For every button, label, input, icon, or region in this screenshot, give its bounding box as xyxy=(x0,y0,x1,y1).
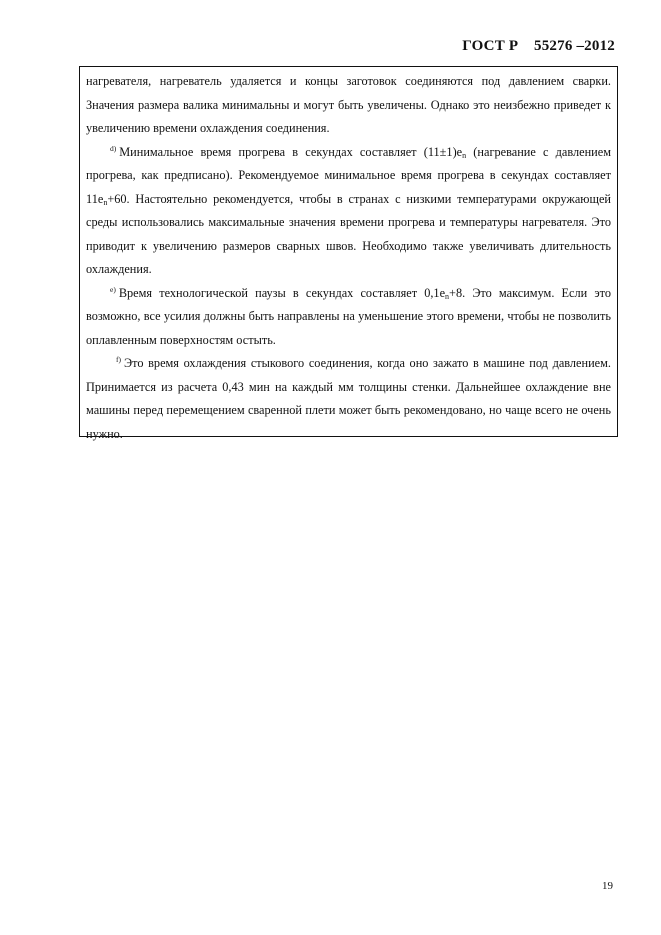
note-d-sub1: n xyxy=(462,150,467,160)
note-e-text1: Время технологической паузы в секундах составляет 0,1e xyxy=(118,285,446,300)
page-number: 19 xyxy=(602,880,613,892)
note-c-line1: нагревателя, нагреватель удаляется и концы заготовок соединяются под давлением сварки. xyxy=(86,74,611,88)
note-f xyxy=(86,352,611,446)
note-c-continuation xyxy=(86,70,611,141)
note-e-marker: e) xyxy=(110,284,116,294)
note-d-text3: +60. Настоятельно рекомендуется, чтобы в странах с низкими температурами окружающей среды использовались максимальные значения времени прогрева и температуры нагревателя. Это приводит к увеличению размеров сварных швов. Необходимо также увеличивать длительность охлаждения. xyxy=(86,191,611,276)
note-d-sub2: n xyxy=(103,197,108,207)
note-e-text2: +8. Это максимум. Если это возможно, все усилия должны быть направлены на уменьшение этого времени, чтобы не позволить оплавленным поверхностям остыть. xyxy=(86,285,611,347)
note-d-text2: (нагревание с давлением прогрева, как предписано). Рекомендуемое минимальное время прогрева в секундах составляет 11e xyxy=(86,144,611,206)
note-e-sub1: n xyxy=(445,291,450,301)
note-d-marker: d) xyxy=(110,143,117,153)
note-e xyxy=(86,282,611,353)
note-f-text: Это время охлаждения стыкового соединения, когда оно зажато в машине под давлением. Принимается из расчета 0,43 мин на каждый мм толщины стенки. Дальнейшее охлаждение вне машины перед перемещением сваренной плети может быть рекомендовано, но чаще всего не очень нужно. xyxy=(86,356,611,441)
note-d-text1: Минимальное время прогрева в секундах составляет (11±1)e xyxy=(119,144,463,159)
footnotes-table-cell xyxy=(79,66,618,441)
document-header: ГОСТ Р 55276 –2012 xyxy=(462,38,615,54)
note-d xyxy=(86,141,611,282)
note-f-marker: f) xyxy=(116,355,121,364)
note-c-rest: Значения размера валика минимальны и могут быть увеличены. Однако это неизбежно приведет к увеличению времени охлаждения соединения. xyxy=(86,97,611,135)
